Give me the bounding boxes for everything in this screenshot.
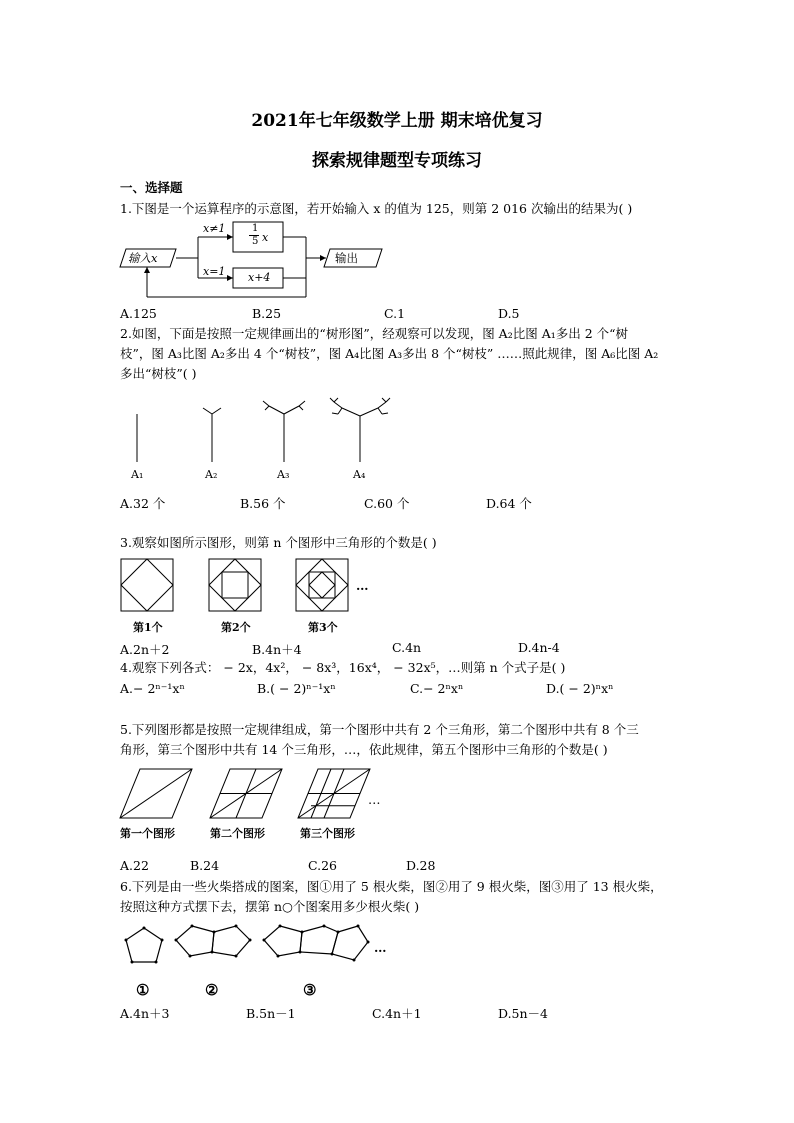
q2-tree-figures bbox=[128, 396, 388, 466]
q3-option-d[interactable]: D.4n-4 bbox=[518, 640, 560, 655]
q3-ellipsis: … bbox=[356, 578, 369, 593]
q6-matchstick-figures bbox=[120, 922, 370, 970]
q2-text-line1: 2.如图，下面是按照一定规律画出的“树形图”，经观察可以发现，图 A₂比图 A₁多出 2 个“树 bbox=[120, 326, 629, 341]
q1-frac-var: x bbox=[262, 231, 269, 244]
q5-text-line2: 角形，第三个图形中共有 14 个三角形，…，依此规律，第五个图形中三角形的个数是( ) bbox=[120, 742, 608, 757]
q2-text-line2: 枝”，图 A₃比图 A₂多出 4 个“树枝”，图 A₄比图 A₃多出 8 个“树枝” ……照此规律，图 A₆比图 A₂ bbox=[120, 346, 659, 361]
q6-text-line1: 6.下列是由一些火柴搭成的图案，图①用了 5 根火柴，图②用了 9 根火柴，图③用了 13 根火柴， bbox=[120, 879, 663, 894]
q5-ellipsis: … bbox=[368, 792, 381, 807]
q2-option-c[interactable]: C.60 个 bbox=[364, 496, 410, 511]
q3-option-c[interactable]: C.4n bbox=[392, 640, 422, 655]
q3-fig-label-3: 第3个 bbox=[308, 621, 338, 634]
q2-fig-label-a1: A₁ bbox=[131, 468, 144, 481]
q6-fig-label-3: ③ bbox=[303, 981, 317, 999]
q1-option-a[interactable]: A.125 bbox=[120, 306, 157, 321]
q5-option-a[interactable]: A.22 bbox=[120, 858, 149, 873]
q5-option-c[interactable]: C.26 bbox=[308, 858, 337, 873]
q2-fig-label-a2: A₂ bbox=[205, 468, 218, 481]
q4-option-d[interactable]: D.( − 2)ⁿxⁿ bbox=[546, 681, 614, 696]
q1-frac-num: 1 bbox=[252, 223, 259, 234]
q4-option-b[interactable]: B.( − 2)ⁿ⁻¹xⁿ bbox=[257, 681, 336, 696]
q3-fig-label-2: 第2个 bbox=[221, 621, 251, 634]
q6-option-d[interactable]: D.5n－4 bbox=[498, 1006, 549, 1021]
page-title: 2021年七年级数学上册 期末培优复习 bbox=[251, 111, 543, 131]
q4-option-a[interactable]: A.− 2ⁿ⁻¹xⁿ bbox=[120, 681, 185, 696]
q5-fig-label-1: 第一个图形 bbox=[120, 827, 175, 840]
q5-figures bbox=[120, 768, 380, 820]
q4-option-c[interactable]: C.− 2ⁿxⁿ bbox=[410, 681, 464, 696]
q1-option-c[interactable]: C.1 bbox=[384, 306, 406, 321]
q3-text: 3.观察如图所示图形，则第 n 个图形中三角形的个数是( ) bbox=[120, 535, 437, 550]
q5-fig-label-2: 第二个图形 bbox=[210, 827, 265, 840]
q3-figures bbox=[120, 558, 380, 614]
q2-option-b[interactable]: B.56 个 bbox=[240, 496, 286, 511]
q2-fig-label-a3: A₃ bbox=[277, 468, 290, 481]
q1-frac-den: 5 bbox=[252, 236, 259, 247]
q1-text: 1.下图是一个运算程序的示意图，若开始输入 x 的值为 125，则第 2 016 次输出的结果为( ) bbox=[120, 201, 633, 216]
q4-text: 4.观察下列各式： − 2x，4x²， − 8x³，16x⁴， − 32x⁵，…则第 n 个式子是( ) bbox=[120, 660, 566, 675]
q6-option-c[interactable]: C.4n＋1 bbox=[372, 1006, 422, 1021]
q6-fig-label-1: ① bbox=[136, 981, 150, 999]
q5-option-d[interactable]: D.28 bbox=[406, 858, 436, 873]
q1-output-label: 输出 bbox=[335, 251, 358, 265]
q6-text-line2: 按照这种方式摆下去，摆第 n○个图案用多少根火柴( ) bbox=[120, 899, 420, 914]
q2-text-line3: 多出“树枝”( ) bbox=[120, 366, 197, 381]
page-subtitle: 探索规律题型专项练习 bbox=[312, 151, 482, 171]
q3-fig-label-1: 第1个 bbox=[133, 621, 163, 634]
q6-option-b[interactable]: B.5n－1 bbox=[246, 1006, 296, 1021]
q6-option-a[interactable]: A.4n＋3 bbox=[120, 1006, 170, 1021]
section-heading: 一、选择题 bbox=[120, 180, 183, 195]
q6-ellipsis: … bbox=[374, 940, 387, 955]
q1-box2-label: x+4 bbox=[248, 271, 271, 284]
q3-option-a[interactable]: A.2n＋2 bbox=[120, 642, 170, 657]
q5-fig-label-3: 第三个图形 bbox=[300, 827, 355, 840]
q5-text-line1: 5.下列图形都是按照一定规律组成，第一个图形中共有 2 个三角形，第二个图形中共有 8 个三 bbox=[120, 722, 639, 737]
q2-option-a[interactable]: A.32 个 bbox=[120, 496, 166, 511]
q3-option-b[interactable]: B.4n＋4 bbox=[252, 642, 302, 657]
q6-fig-label-2: ② bbox=[205, 981, 219, 999]
q2-option-d[interactable]: D.64 个 bbox=[486, 496, 532, 511]
q1-input-label: 输入x bbox=[128, 251, 158, 265]
q5-option-b[interactable]: B.24 bbox=[190, 858, 220, 873]
q1-cond2-label: x=1 bbox=[203, 265, 226, 278]
q2-fig-label-a4: A₄ bbox=[353, 468, 366, 481]
q1-option-d[interactable]: D.5 bbox=[498, 306, 520, 321]
q1-option-b[interactable]: B.25 bbox=[252, 306, 282, 321]
q1-cond1-label: x≠1 bbox=[203, 222, 226, 235]
